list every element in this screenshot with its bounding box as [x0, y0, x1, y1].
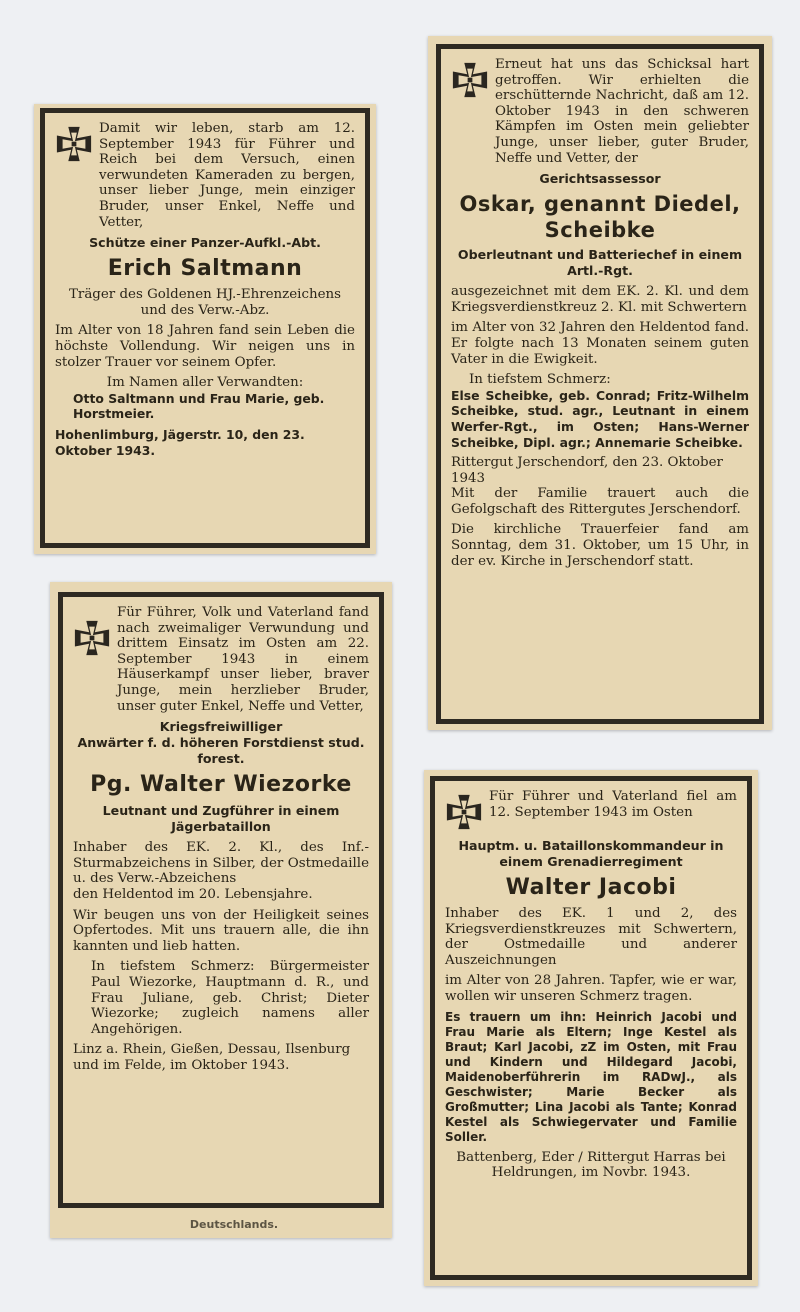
honors: Inhaber des EK. 1 und 2, des Kriegsverdienstkreuzes mit Schwertern, der Ostmedaille und anderer Auszeichnungen [445, 906, 737, 968]
body-text: im Alter von 32 Jahren den Heldentod fand. Er folgte nach 13 Monaten seinem guten Vater in die Ewigkeit. [451, 320, 749, 367]
rank: Schütze einer Panzer-Aufkl.-Abt. [89, 235, 321, 251]
title: Kriegsfreiwilliger [159, 719, 283, 735]
notice-intro [73, 605, 369, 714]
intro-text: Für Führer, Volk und Vaterland fand nach zweimaliger Verwundung und drittem Einsatz im Osten am 22. September 1943 in einem Häuserkampf unser lieber, braver Junge, mein herzlieber Bruder, unser guter Enkel, Neffe und Vetter, [117, 605, 369, 714]
notice-clipping-saltmann [34, 104, 376, 554]
notice-clipping-jacobi [424, 770, 758, 1286]
rank: Hauptm. u. Bataillonskommandeur in einem Grenadierregiment [458, 838, 724, 869]
mourners: In tiefstem Schmerz: Bürgermeister Paul Wiezorke, Hauptmann d. R., und Frau Juliane, geb. Christ; Dieter Wiezorke; zugleich namens aller Angehörigen. [91, 959, 369, 1037]
notice-clipping-wiezorke [50, 582, 392, 1238]
funeral-note: Die kirchliche Trauerfeier fand am Sonntag, dem 31. Oktober, um 15 Uhr, in der ev. Kirche in Jerschendorf statt. [451, 522, 749, 569]
title: Gerichtsassessor [539, 171, 661, 187]
honors: ausgezeichnet mit dem EK. 2. Kl. und dem Kriegsverdienstkreuz 2. Kl. mit Schwertern [451, 284, 749, 315]
mourners-intro: Im Namen aller Verwandten: [106, 375, 304, 391]
notice-frame [436, 44, 764, 724]
iron-cross-icon [73, 619, 111, 657]
honors: Inhaber des EK. 2. Kl., des Inf.-Sturmabzeichens in Silber, der Ostmedaille u. des Verw.-Abzeichens [73, 840, 369, 887]
deceased-name: Pg. Walter Wiezorke [90, 772, 352, 798]
intro-text: Für Führer und Vaterland fiel am 12. September 1943 im Osten [489, 789, 737, 820]
intro-text: Erneut hat uns das Schicksal hart getroffen. Wir erhielten die erschütternde Nachricht, daß am 12. Oktober 1943 in den schweren Kämpfen im Osten mein geliebter Junge, unser lieber, guter Bruder, Neffe und Vetter, der [495, 57, 749, 166]
iron-cross-icon [55, 125, 93, 163]
adjacent-clipping-fragment: Deutschlands. [189, 1218, 279, 1231]
deceased-name: Walter Jacobi [505, 875, 677, 900]
iron-cross-icon [445, 793, 483, 831]
mourners: Es trauern um ihn: Heinrich Jacobi und Frau Marie als Eltern; Inge Kestel als Braut; Karl Jacobi, zZ im Osten, mit Frau und Kindern und Hildegard Jacobi, Maidenoberführerin im RADwJ., als Geschwister; Marie Becker als Großmutter; Lina Jacobi als Tante; Konrad Kestel als Schwiegervater und Familie Soller. [445, 1009, 737, 1144]
notice-frame [430, 776, 752, 1280]
deceased-name: Erich Saltmann [107, 256, 303, 282]
rank: Leutnant und Zugführer in einem Jägerbataillon [102, 803, 340, 835]
iron-cross-icon [451, 61, 489, 99]
notice-frame [40, 108, 370, 548]
body-text: Wir beugen uns von der Heiligkeit seines Opfertodes. Mit uns trauern alle, die ihn kannten und lieb hatten. [73, 907, 369, 954]
place-date: Hohenlimburg, Jägerstr. 10, den 23. Oktober 1943. [55, 426, 305, 458]
body-text: Im Alter von 18 Jahren fand sein Leben die höchste Vollendung. Wir neigen uns in stolzer Trauer vor seinem Opfer. [55, 323, 355, 370]
notice-intro [55, 121, 355, 230]
family-note: Mit der Familie trauert auch die Gefolgschaft des Rittergutes Jerschendorf. [451, 486, 749, 517]
body-text: im Alter von 28 Jahren. Tapfer, wie er war, wollen wir unseren Schmerz tragen. [445, 973, 737, 1004]
mourners: Else Scheibke, geb. Conrad; Fritz-Wilhelm Scheibke, stud. agr., Leutnant in einem Werfer-Rgt., im Osten; Hans-Werner Scheibke, Dipl. agr.; Annemarie Scheibke. [451, 387, 749, 450]
notice-frame [58, 592, 384, 1208]
mourners: Otto Saltmann und Frau Marie, geb. Horstmeier. [73, 390, 325, 422]
intro-text: Damit wir leben, starb am 12. September 1943 für Führer und Reich bei dem Versuch, einen verwundeten Kameraden zu bergen, unser lieber Junge, mein einziger Bruder, unser Enkel, Neffe und Vetter, [99, 121, 355, 230]
title-detail: Anwärter f. d. höheren Forstdienst stud. forest. [77, 735, 365, 767]
notice-clipping-scheibke [428, 36, 772, 730]
notice-intro [445, 789, 737, 833]
place-date: Rittergut Jerschendorf, den 23. Oktober 1943 [451, 455, 723, 486]
place-date: Battenberg, Eder / Rittergut Harras bei Heldrungen, im Novbr. 1943. [456, 1149, 726, 1181]
notice-intro [451, 57, 749, 166]
place-date: Linz a. Rhein, Gießen, Dessau, Ilsenburg und im Felde, im Oktober 1943. [73, 1042, 351, 1073]
death-text: den Heldentod im 20. Lebensjahre. [73, 886, 313, 902]
rank: Oberleutnant und Batteriechef in einem Artl.-Rgt. [457, 247, 743, 279]
deceased-name: Oskar, genannt Diedel, Scheibke [459, 192, 741, 243]
mourners-intro: In tiefstem Schmerz: [469, 372, 611, 388]
honors: Träger des Goldenen HJ.-Ehrenzeichens und des Verw.-Abz. [68, 287, 341, 318]
